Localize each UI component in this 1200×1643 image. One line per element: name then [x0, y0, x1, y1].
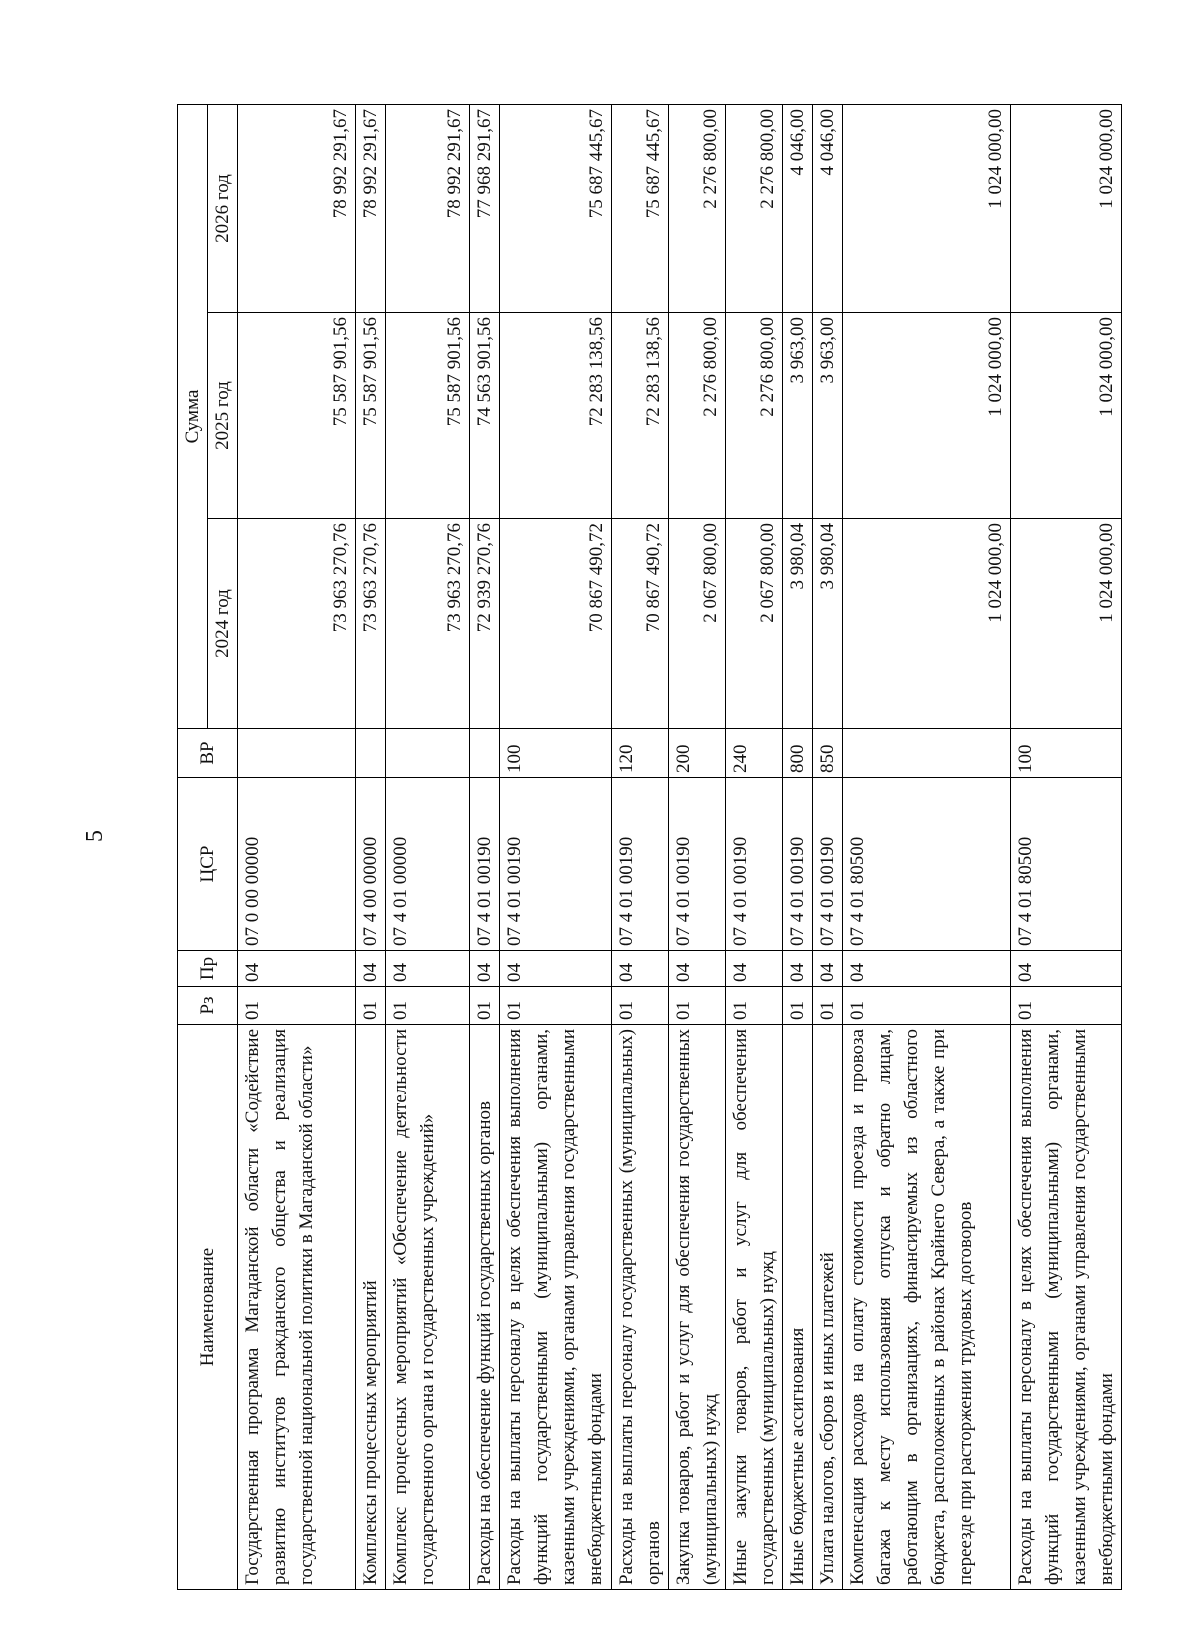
table-row — [669, 105, 726, 1590]
name-cell: Расходы на выплаты персоналу в целях обеспечения выполнения функций государственными (муниципальными) органами, казенными учреждениями, органами управления государственными внебюджетными фондами — [1011, 1025, 1122, 1590]
amount-2024-cell: 1 024 000,00 — [843, 519, 1011, 729]
pr-cell: 04 — [726, 951, 783, 987]
amount-2025-cell: 72 283 138,56 — [500, 313, 612, 519]
pr-cell: 04 — [500, 951, 612, 987]
pr-cell: 04 — [843, 951, 1011, 987]
table-row — [612, 105, 669, 1590]
table-row — [1011, 105, 1122, 1590]
header-vr: ВР — [178, 729, 238, 778]
table-row — [843, 105, 1011, 1590]
csr-cell: 07 4 01 00190 — [813, 778, 843, 951]
amount-2024-cell: 70 867 490,72 — [500, 519, 612, 729]
csr-cell: 07 4 01 00190 — [500, 778, 612, 951]
name-cell: Государственная программа Магаданской области «Содействие развитию институтов гражданского общества и реализация государственной национальной политики в Магаданской области» — [238, 1025, 356, 1590]
amount-2025-cell: 1 024 000,00 — [843, 313, 1011, 519]
table-row — [470, 105, 500, 1590]
vr-cell: 200 — [669, 729, 726, 778]
vr-cell — [238, 729, 356, 778]
rz-cell: 01 — [813, 987, 843, 1025]
amount-2025-cell: 3 963,00 — [783, 313, 813, 519]
table-row — [783, 105, 813, 1590]
rz-cell: 01 — [500, 987, 612, 1025]
header-row-1 — [178, 105, 208, 1590]
pr-cell: 04 — [238, 951, 356, 987]
amount-2024-cell: 73 963 270,76 — [356, 519, 386, 729]
pr-cell: 04 — [470, 951, 500, 987]
rz-cell: 01 — [612, 987, 669, 1025]
name-cell: Комплексы процессных мероприятий — [356, 1025, 386, 1590]
vr-cell — [470, 729, 500, 778]
amount-2024-cell: 3 980,04 — [813, 519, 843, 729]
amount-2025-cell: 75 587 901,56 — [238, 313, 356, 519]
name-cell: Компенсация расходов на оплату стоимости проезда и провоза багажа к месту использования отпуска и обратно лицам, работающим в организациях, финансируемых из областного бюджета, расположенных в районах Крайнего Севера, а также при переезде при расторжении трудовых договоров — [843, 1025, 1011, 1590]
amount-2026-cell: 78 992 291,67 — [356, 105, 386, 313]
amount-2025-cell: 74 563 901,56 — [470, 313, 500, 519]
rz-cell: 01 — [783, 987, 813, 1025]
rz-cell: 01 — [669, 987, 726, 1025]
vr-cell: 850 — [813, 729, 843, 778]
rz-cell: 01 — [1011, 987, 1122, 1025]
header-name: Наименование — [178, 1025, 238, 1590]
rz-cell: 01 — [470, 987, 500, 1025]
vr-cell — [386, 729, 470, 778]
name-cell: Иные закупки товаров, работ и услуг для обеспечения государственных (муниципальных) нужд — [726, 1025, 783, 1590]
pr-cell: 04 — [813, 951, 843, 987]
table-row — [500, 105, 612, 1590]
pr-cell: 04 — [783, 951, 813, 987]
csr-cell: 07 4 00 00000 — [356, 778, 386, 951]
amount-2025-cell: 72 283 138,56 — [612, 313, 669, 519]
rz-cell: 01 — [843, 987, 1011, 1025]
amount-2026-cell: 2 276 800,00 — [726, 105, 783, 313]
amount-2024-cell: 3 980,04 — [783, 519, 813, 729]
amount-2026-cell: 75 687 445,67 — [500, 105, 612, 313]
csr-cell: 07 4 01 00190 — [726, 778, 783, 951]
vr-cell: 100 — [500, 729, 612, 778]
rz-cell: 01 — [726, 987, 783, 1025]
csr-cell: 07 4 01 00190 — [783, 778, 813, 951]
csr-cell: 07 4 01 00190 — [470, 778, 500, 951]
amount-2024-cell: 2 067 800,00 — [726, 519, 783, 729]
amount-2026-cell: 75 687 445,67 — [612, 105, 669, 313]
budget-table — [177, 104, 1122, 1590]
rz-cell: 01 — [238, 987, 356, 1025]
amount-2026-cell: 77 968 291,67 — [470, 105, 500, 313]
header-rz: Рз — [178, 987, 238, 1025]
vr-cell — [843, 729, 1011, 778]
name-cell: Комплекс процессных мероприятий «Обеспечение деятельности государственного органа и государственных учреждений» — [386, 1025, 470, 1590]
name-cell: Закупка товаров, работ и услуг для обеспечения государственных (муниципальных) нужд — [669, 1025, 726, 1590]
pr-cell: 04 — [356, 951, 386, 987]
amount-2024-cell: 1 024 000,00 — [1011, 519, 1122, 729]
header-pr: Пр — [178, 951, 238, 987]
amount-2026-cell: 78 992 291,67 — [238, 105, 356, 313]
table-row — [386, 105, 470, 1590]
amount-2026-cell: 1 024 000,00 — [1011, 105, 1122, 313]
pr-cell: 04 — [612, 951, 669, 987]
vr-cell: 800 — [783, 729, 813, 778]
header-2024: 2024 год — [208, 519, 238, 729]
header-2025: 2025 год — [208, 313, 238, 519]
csr-cell: 07 4 01 00190 — [669, 778, 726, 951]
amount-2025-cell: 1 024 000,00 — [1011, 313, 1122, 519]
pr-cell: 04 — [1011, 951, 1122, 987]
table-row — [238, 105, 356, 1590]
name-cell: Расходы на выплаты персоналу государственных (муниципальных) органов — [612, 1025, 669, 1590]
amount-2025-cell: 2 276 800,00 — [726, 313, 783, 519]
vr-cell: 240 — [726, 729, 783, 778]
amount-2025-cell: 3 963,00 — [813, 313, 843, 519]
vr-cell: 120 — [612, 729, 669, 778]
page-number: 5 — [82, 830, 108, 842]
amount-2024-cell: 73 963 270,76 — [386, 519, 470, 729]
rz-cell: 01 — [356, 987, 386, 1025]
name-cell: Уплата налогов, сборов и иных платежей — [813, 1025, 843, 1590]
csr-cell: 07 4 01 80500 — [1011, 778, 1122, 951]
amount-2026-cell: 4 046,00 — [783, 105, 813, 313]
header-sum: Сумма — [178, 105, 208, 729]
vr-cell: 100 — [1011, 729, 1122, 778]
amount-2025-cell: 2 276 800,00 — [669, 313, 726, 519]
csr-cell: 07 4 01 00000 — [386, 778, 470, 951]
amount-2025-cell: 75 587 901,56 — [386, 313, 470, 519]
pr-cell: 04 — [669, 951, 726, 987]
amount-2025-cell: 75 587 901,56 — [356, 313, 386, 519]
amount-2026-cell: 1 024 000,00 — [843, 105, 1011, 313]
csr-cell: 07 4 01 00190 — [612, 778, 669, 951]
amount-2024-cell: 70 867 490,72 — [612, 519, 669, 729]
table-row — [726, 105, 783, 1590]
table-row — [813, 105, 843, 1590]
rz-cell: 01 — [386, 987, 470, 1025]
amount-2026-cell: 2 276 800,00 — [669, 105, 726, 313]
vr-cell — [356, 729, 386, 778]
csr-cell: 07 0 00 00000 — [238, 778, 356, 951]
name-cell: Расходы на обеспечение функций государственных органов — [470, 1025, 500, 1590]
amount-2026-cell: 78 992 291,67 — [386, 105, 470, 313]
amount-2024-cell: 72 939 270,76 — [470, 519, 500, 729]
table-row — [356, 105, 386, 1590]
name-cell: Иные бюджетные ассигнования — [783, 1025, 813, 1590]
csr-cell: 07 4 01 80500 — [843, 778, 1011, 951]
amount-2024-cell: 73 963 270,76 — [238, 519, 356, 729]
header-csr: ЦСР — [178, 778, 238, 951]
name-cell: Расходы на выплаты персоналу в целях обеспечения выполнения функций государственными (муниципальными) органами, казенными учреждениями, органами управления государственными внебюджетными фондами — [500, 1025, 612, 1590]
amount-2024-cell: 2 067 800,00 — [669, 519, 726, 729]
budget-table-rotated — [177, 105, 1117, 1590]
pr-cell: 04 — [386, 951, 470, 987]
header-2026: 2026 год — [208, 105, 238, 313]
amount-2026-cell: 4 046,00 — [813, 105, 843, 313]
